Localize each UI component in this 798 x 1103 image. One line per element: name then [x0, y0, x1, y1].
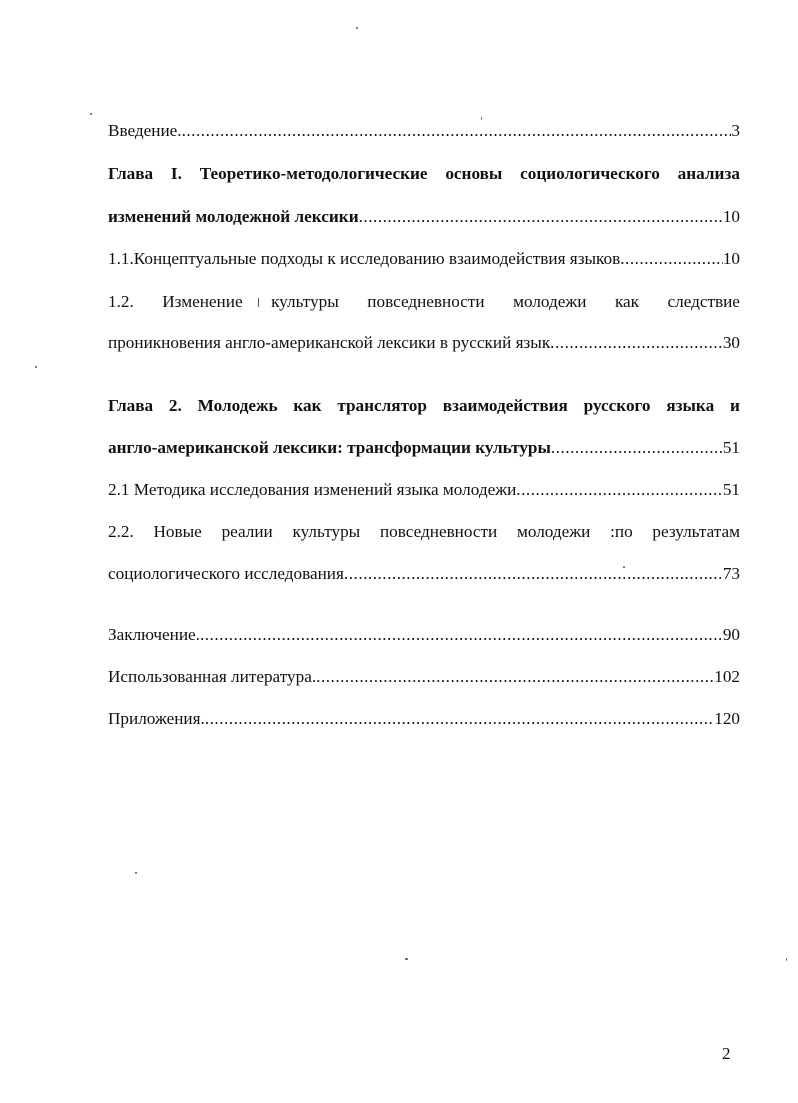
- toc-entry-title: проникновения англо-американской лексики в русский язык: [108, 333, 551, 352]
- toc-entry-literature[interactable]: [108, 664, 740, 690]
- toc-entry-title: социологического исследования: [108, 564, 344, 583]
- word: молодежи: [516, 522, 591, 541]
- word: повседневности: [367, 292, 485, 311]
- word: культуры: [271, 292, 339, 311]
- scan-speck: [481, 117, 482, 120]
- toc-page-number: 10: [722, 207, 740, 226]
- scan-speck: [623, 566, 625, 568]
- word: транслятор: [337, 396, 427, 415]
- dot-leader: [620, 246, 723, 272]
- toc-entry-title: Использованная литература.: [108, 667, 317, 686]
- toc-page-number: 10: [722, 249, 740, 268]
- dot-leader: [182, 118, 732, 144]
- word: культуры: [292, 522, 361, 541]
- toc-entry-conclusion[interactable]: [108, 622, 740, 648]
- dot-leader: [550, 330, 723, 356]
- scan-speck: [90, 113, 92, 115]
- toc-entry-1-2-line2[interactable]: [108, 330, 740, 356]
- toc-entry-title: 1.1.Концептуальные подходы к исследованию взаимодействия языков: [108, 249, 621, 268]
- toc-page-number: 51: [722, 480, 740, 499]
- toc-page-number: 102: [714, 667, 740, 686]
- word: основы: [445, 164, 503, 183]
- word: русского: [583, 396, 651, 415]
- word: 2.2.: [108, 522, 134, 541]
- word: реалии: [221, 522, 273, 541]
- dot-leader: [200, 622, 723, 648]
- word: взаимодействия: [442, 396, 568, 415]
- scan-speck: [405, 958, 408, 960]
- toc-page-number: 51: [722, 438, 740, 457]
- dot-leader: [344, 561, 723, 587]
- toc-entry-title: Заключение.: [108, 625, 200, 644]
- toc-entry-1-2-line1[interactable]: [108, 289, 740, 315]
- toc-chapter2-line1[interactable]: [108, 393, 740, 419]
- word: :по: [610, 522, 633, 541]
- scan-speck: [35, 366, 37, 368]
- dot-leader: [316, 664, 714, 690]
- word: Глава: [108, 164, 154, 183]
- toc-entry-title: Введение.: [108, 121, 182, 140]
- toc-chapter1-line1[interactable]: [108, 161, 740, 187]
- word: результатам: [652, 522, 740, 541]
- toc-entry-title: 2.1 Методика исследования изменений языка молодежи: [108, 480, 517, 499]
- word: следствие: [667, 292, 740, 311]
- word: Теоретико-методологические: [199, 164, 428, 183]
- word: 1.2.: [108, 292, 134, 311]
- toc-entry-title: изменений молодежной лексики: [108, 207, 359, 226]
- toc-page-number: 120: [714, 709, 740, 728]
- word: анализа: [677, 164, 740, 183]
- toc-entry-appendix[interactable]: [108, 706, 740, 732]
- toc-page-number: 3: [731, 121, 740, 140]
- word: как: [614, 292, 640, 311]
- scan-speck: [356, 27, 358, 29]
- toc-page-number: 73: [722, 564, 740, 583]
- dot-leader: [359, 204, 723, 230]
- word: как: [293, 396, 322, 415]
- toc-entry-2-2-line2[interactable]: [108, 561, 740, 587]
- toc-entry-title: англо-американской лексики: трансформации культуры: [108, 438, 551, 457]
- dot-leader: [551, 435, 723, 461]
- toc-entry-1-1[interactable]: [108, 246, 740, 272]
- word: 2.: [168, 396, 182, 415]
- toc-chapter1-line2[interactable]: [108, 204, 740, 230]
- word: Молодежь: [197, 396, 278, 415]
- scan-speck: [786, 958, 787, 961]
- word: социологического: [520, 164, 660, 183]
- word: Новые: [153, 522, 202, 541]
- dot-leader: [205, 706, 714, 732]
- word: I.: [170, 164, 182, 183]
- toc-entry-title: Приложения.: [108, 709, 205, 728]
- word: языка: [666, 396, 715, 415]
- toc-entry-intro[interactable]: [108, 118, 740, 144]
- word: молодежи: [513, 292, 587, 311]
- scan-speck: [258, 298, 259, 307]
- dot-leader: [516, 477, 723, 503]
- word: Глава: [108, 396, 154, 415]
- scan-speck: [135, 872, 137, 874]
- toc-entry-2-2-line1[interactable]: [108, 519, 740, 545]
- word: повседневности: [379, 522, 498, 541]
- word: и: [729, 396, 740, 415]
- toc-chapter2-line2[interactable]: [108, 435, 740, 461]
- word: Изменение: [162, 292, 243, 311]
- toc-page-number: 30: [722, 333, 740, 352]
- toc-entry-2-1[interactable]: [108, 477, 740, 503]
- page-number: 2: [722, 1044, 731, 1063]
- toc-page-number: 90: [722, 625, 740, 644]
